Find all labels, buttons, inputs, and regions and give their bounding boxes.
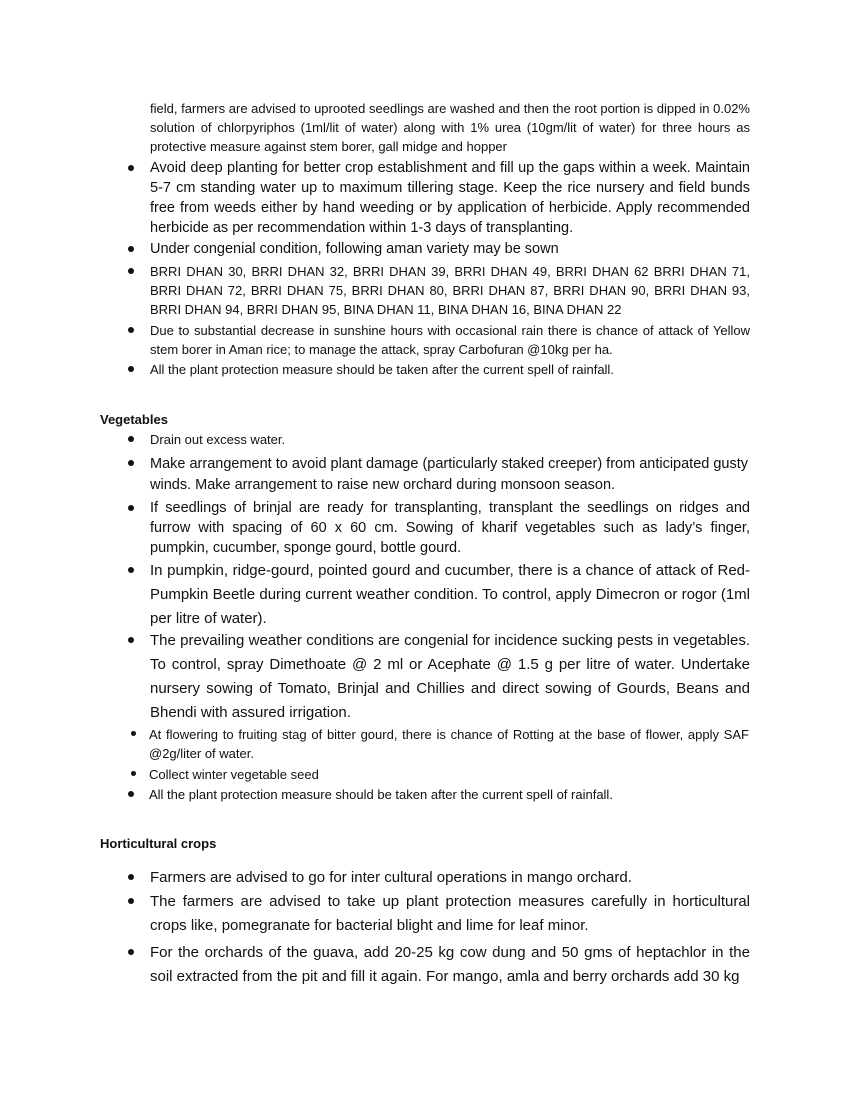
list-item-text: All the plant protection measure should be taken after the current spell of rainfall.	[149, 787, 613, 802]
bullet-icon	[131, 731, 136, 736]
bullet-icon	[128, 567, 134, 573]
list-item-text: The farmers are advised to take up plant protection measures carefully in horticultural crops like, pomegranate for bacterial blight and lime for leaf minor.	[150, 893, 750, 934]
bullet-icon	[128, 436, 134, 442]
section-heading-vegetables: Vegetables	[100, 412, 168, 427]
bullet-icon	[128, 327, 134, 333]
rice-continued-text: field, farmers are advised to uprooted seedlings are washed and then the root portion is dipped in 0.02% solution of chlorpyriphos (1ml/lit of water) along with 1% urea (10gm/lit of water) for three hours as protective measure against stem borer, gall midge and hopper	[150, 101, 750, 154]
bullet-icon	[128, 246, 134, 252]
list-item-text: Farmers are advised to go for inter cultural operations in mango orchard.	[150, 869, 632, 886]
bullet-icon	[128, 366, 134, 372]
list-item-text: Under congenial condition, following aman variety may be sown	[150, 241, 559, 257]
list-item-text: Collect winter vegetable seed	[149, 767, 319, 782]
bullet-icon	[128, 165, 134, 171]
bullet-icon	[128, 637, 134, 643]
list-item-text: For the orchards of the guava, add 20-25 kg cow dung and 50 gms of heptachlor in the soil extracted from the pit and fill it again. For mango, amla and berry orchards add 30 kg	[150, 944, 750, 985]
list-item-text: Avoid deep planting for better crop establishment and fill up the gaps within a week. Maintain 5-7 cm standing water up to maximum tillering stage. Keep the rice nursery and field bunds free from weeds either by hand weeding or by application of herbicide. Apply recommended herbicide as per recommendation within 1-3 days of transplanting.	[150, 160, 750, 236]
list-item-text: All the plant protection measure should be taken after the current spell of rainfall.	[150, 362, 614, 377]
list-item-text: In pumpkin, ridge-gourd, pointed gourd and cucumber, there is a chance of attack of Red-Pumpkin Beetle during current weather condition. To control, apply Dimecron or rogor (1ml per litre of water).	[150, 562, 750, 627]
section-heading-horticultural-crops: Horticultural crops	[100, 836, 217, 851]
list-item-text: Due to substantial decrease in sunshine hours with occasional rain there is chance of attack of Yellow stem borer in Aman rice; to manage the attack, spray Carbofuran @10kg per ha.	[150, 323, 750, 357]
list-item-text: If seedlings of brinjal are ready for transplanting, transplant the seedlings on ridges and furrow with spacing of 60 x 60 cm. Sowing of kharif vegetables such as lady’s finger, pumpkin, cucumber, sponge gourd, bottle gourd.	[150, 500, 750, 556]
bullet-icon	[128, 949, 134, 955]
bullet-icon	[128, 898, 134, 904]
bullet-icon	[131, 771, 136, 776]
bullet-icon	[128, 874, 134, 880]
list-item-text: BRRI DHAN 30, BRRI DHAN 32, BRRI DHAN 39, BRRI DHAN 49, BRRI DHAN 62 BRRI DHAN 71, BRRI DHAN 72, BRRI DHAN 75, BRRI DHAN 80, BRRI DHAN 87, BRRI DHAN 90, BRRI DHAN 93, BRRI DHAN 94, BRRI DHAN 95, BINA DHAN 11, BINA DHAN 16, BINA DHAN 22	[150, 264, 750, 317]
bullet-icon	[128, 268, 134, 274]
bullet-icon	[128, 460, 134, 466]
bullet-icon	[128, 505, 134, 511]
bullet-icon	[128, 791, 134, 797]
list-item-text: Make arrangement to avoid plant damage (particularly staked creeper) from anticipated gusty winds. Make arrangement to raise new orchard during monsoon season.	[150, 456, 749, 493]
list-item-text: Drain out excess water.	[150, 432, 286, 447]
list-item-text: At flowering to fruiting stag of bitter gourd, there is chance of Rotting at the base of flower, apply SAF @2g/liter of water.	[149, 727, 749, 761]
list-item-text: The prevailing weather conditions are congenial for incidence sucking pests in vegetables. To control, spray Dimethoate @ 2 ml or Acephate @ 1.5 g per litre of water. Undertake nursery sowing of Tomato, Brinjal and Chillies and direct sowing of Gourds, Beans and Bhendi with assured irrigation.	[150, 632, 750, 721]
